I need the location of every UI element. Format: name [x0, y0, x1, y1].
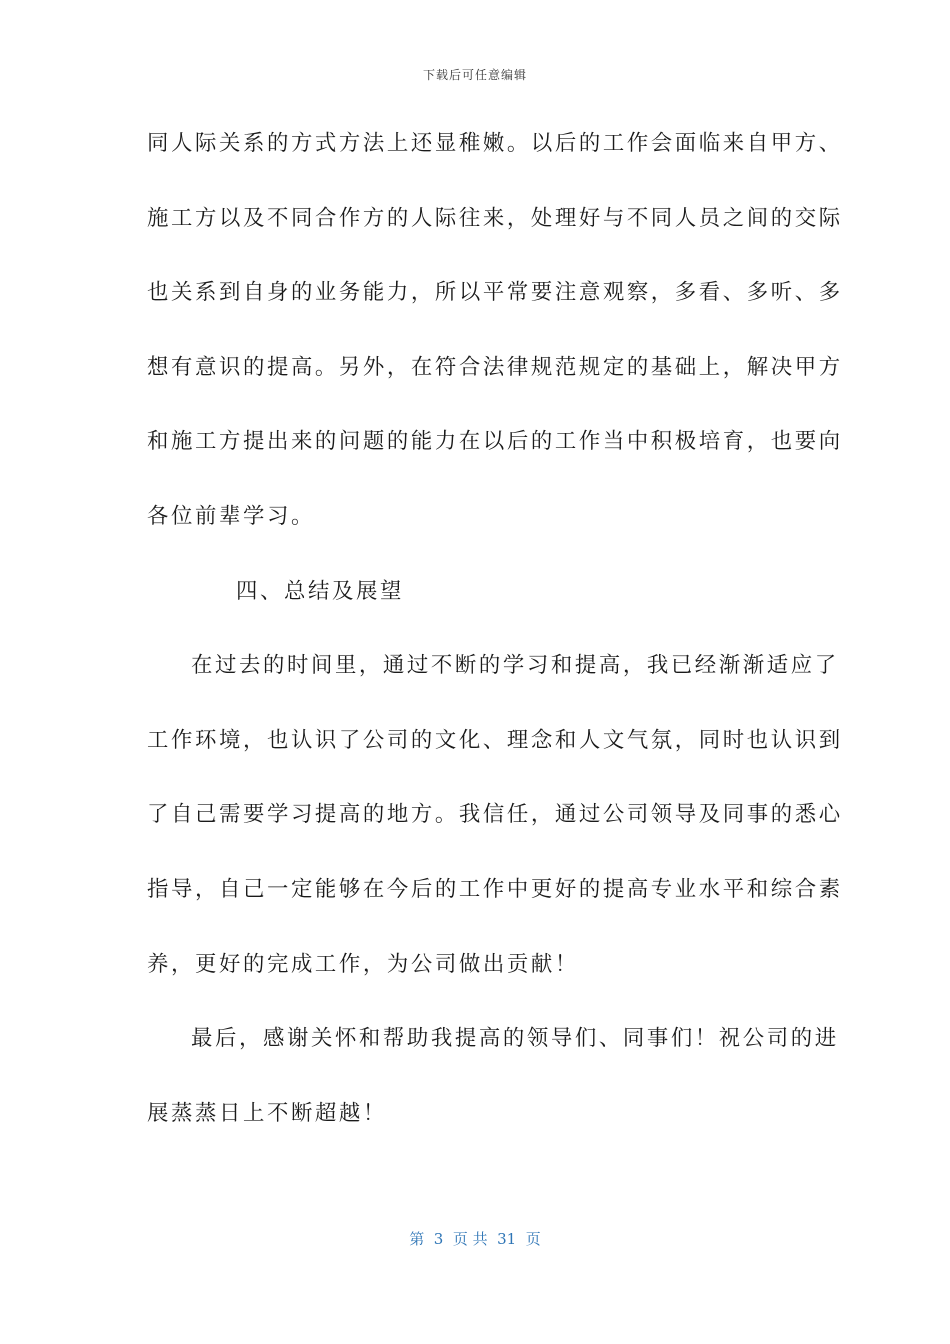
body-line: 了自己需要学习提高的地方。我信任，通过公司领导及同事的悉心	[147, 802, 843, 828]
document-body	[147, 120, 843, 1164]
body-line: 展蒸蒸日上不断超越！	[147, 1100, 387, 1126]
body-line: 在过去的时间里，通过不断的学习和提高，我已经渐渐适应了	[191, 653, 839, 679]
header-note: 下载后可任意编辑	[422, 68, 527, 82]
body-line: 指导，自己一定能够在今后的工作中更好的提高专业水平和综合素	[147, 876, 843, 902]
body-line: 也关系到自身的业务能力，所以平常要注意观察，多看、多听、多	[147, 280, 843, 306]
body-line: 想有意识的提高。另外，在符合法律规范规定的基础上，解决甲方	[147, 354, 843, 380]
body-line: 最后，感谢关怀和帮助我提高的领导们、同事们！祝公司的进	[191, 1026, 839, 1052]
body-line: 养，更好的完成工作，为公司做出贡献！	[147, 951, 579, 977]
body-line: 施工方以及不同合作方的人际往来，处理好与不同人员之间的交际	[147, 205, 843, 231]
body-line: 工作环境，也认识了公司的文化、理念和人文气氛，同时也认识到	[147, 727, 843, 753]
body-line: 同人际关系的方式方法上还显稚嫩。以后的工作会面临来自甲方、	[147, 131, 843, 156]
page-footer: 第 3 页 共 31 页	[409, 1230, 541, 1248]
body-line: 各位前辈学习。	[147, 503, 315, 529]
body-line: 和施工方提出来的问题的能力在以后的工作当中积极培育，也要向	[147, 429, 843, 455]
section-heading: 四、总结及展望	[236, 578, 404, 604]
